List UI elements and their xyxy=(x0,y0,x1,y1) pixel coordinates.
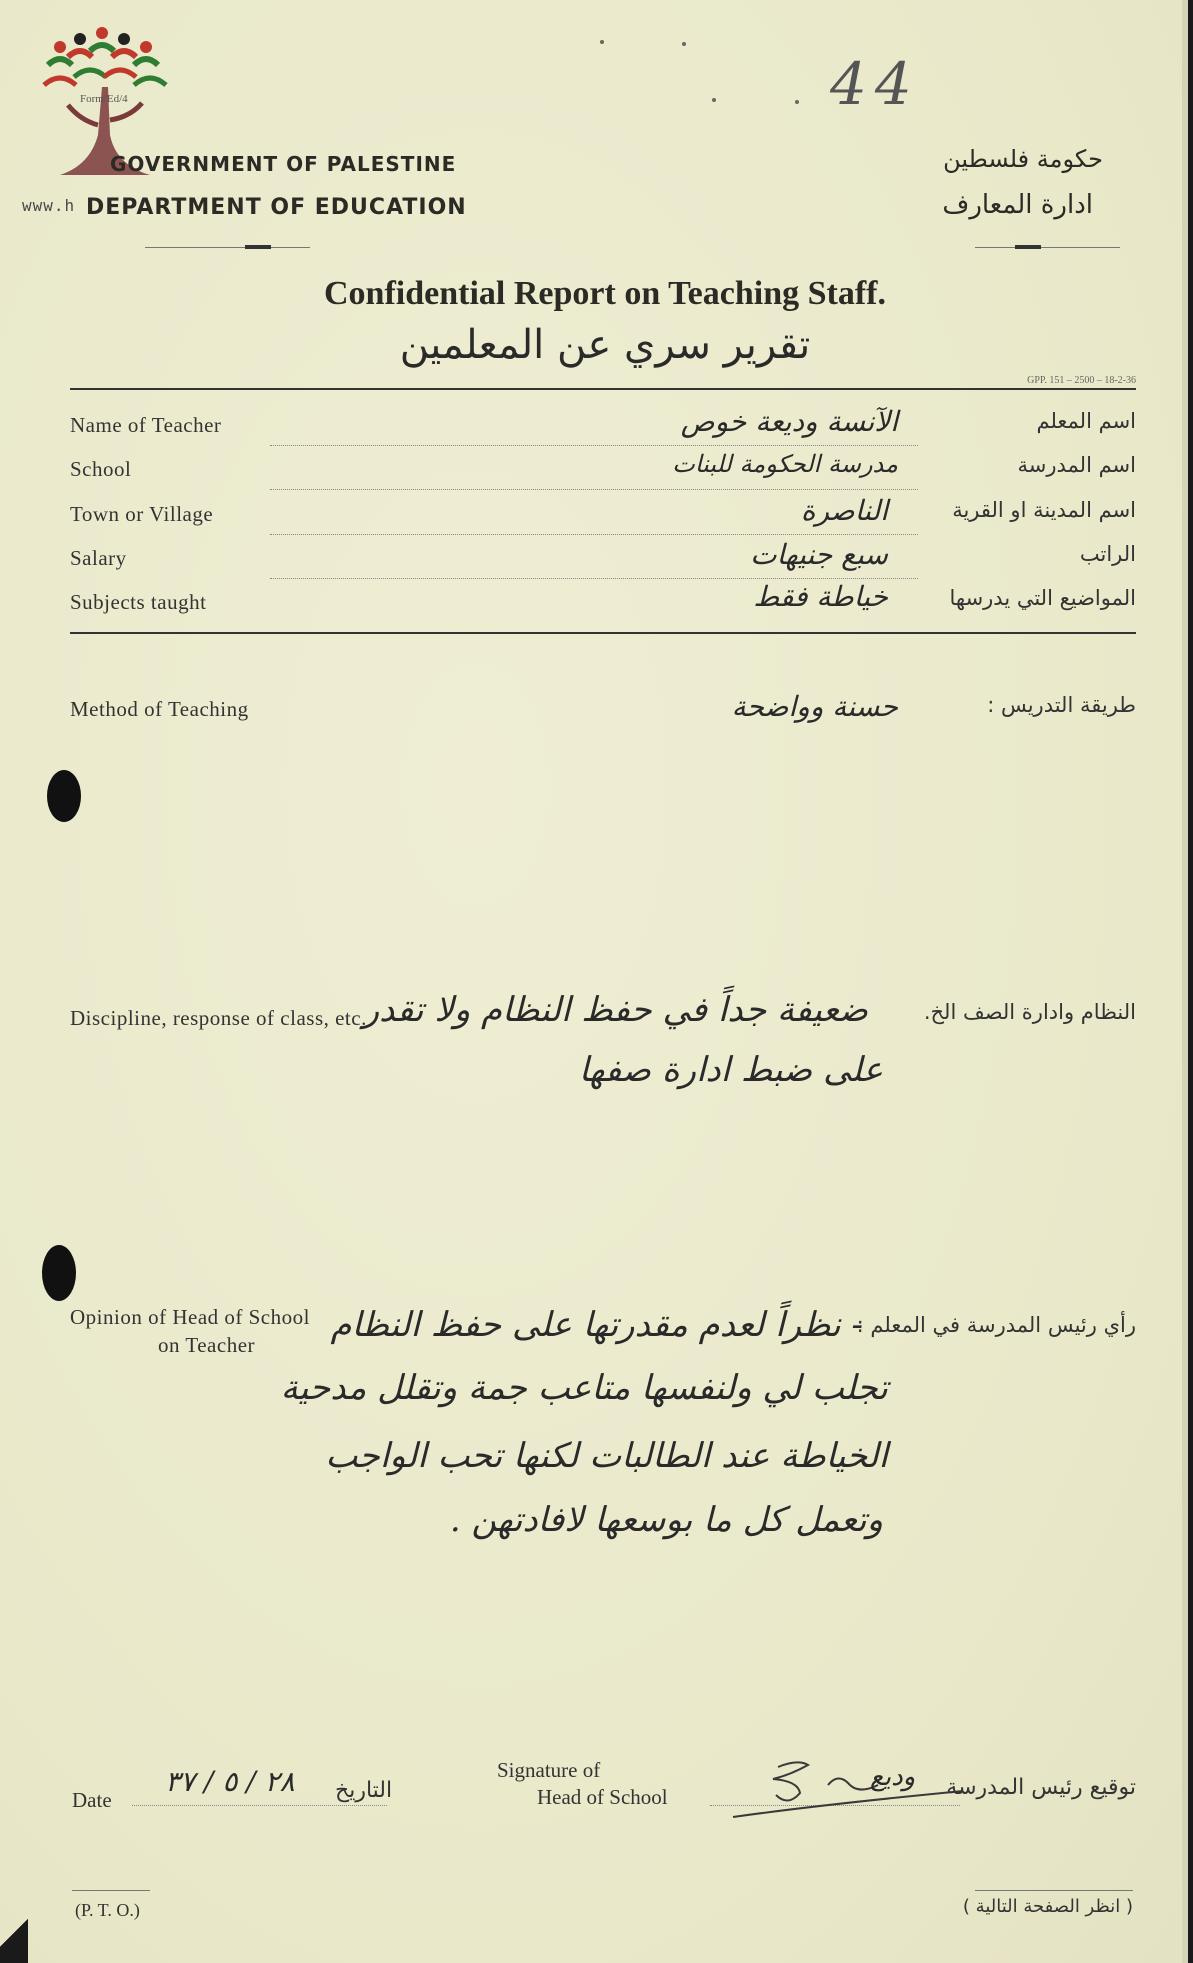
method-label-ar: طريقة التدريس : xyxy=(987,693,1136,717)
discipline-label-en: Discipline, response of class, etc. xyxy=(70,1006,367,1030)
government-en: GOVERNMENT OF PALESTINE xyxy=(110,152,457,176)
method-label-en: Method of Teaching xyxy=(70,697,249,721)
header-rule-left xyxy=(145,247,310,248)
date-label-en: Date xyxy=(72,1788,112,1812)
discipline-line-1: ضعيفة جداً في حفظ النظام ولا تقدر xyxy=(362,990,868,1030)
town-label-en: Town or Village xyxy=(70,502,214,526)
department-ar: ادارة المعارف xyxy=(942,190,1093,220)
opinion-line-3: الخياطة عند الطالبات لكنها تحب الواجب xyxy=(325,1436,888,1476)
opinion-line-4: وتعمل كل ما بوسعها لافادتهن . xyxy=(449,1500,883,1540)
page-number: 44 xyxy=(830,50,920,118)
table-top-rule xyxy=(70,388,1136,390)
opinion-label-en-2: on Teacher xyxy=(158,1333,256,1357)
row-rule xyxy=(270,534,918,535)
pto-rule-left xyxy=(72,1890,150,1891)
watermark-url: www.h xyxy=(22,196,76,215)
opinion-line-2: تجلب لي ولنفسها متاعب جمة وتقلل مدحية xyxy=(280,1368,888,1408)
punch-hole xyxy=(42,1245,76,1301)
pto-ar: ( انظر الصفحة التالية ) xyxy=(962,1896,1133,1917)
signature-label-en-1: Signature of xyxy=(497,1758,601,1782)
speck xyxy=(600,40,604,44)
date-value: ٢٨ / ٥ / ٣٧ xyxy=(165,1765,295,1798)
discipline-line-2: على ضبط ادارة صفها xyxy=(578,1050,883,1090)
signature-mark xyxy=(728,1755,968,1825)
name-label-ar: اسم المعلم xyxy=(1036,409,1136,433)
subjects-value: خياطة فقط xyxy=(753,580,888,613)
subjects-label-ar: المواضيع التي يدرسها xyxy=(949,586,1136,610)
report-title-ar: تقرير سري عن المعلمين xyxy=(399,322,811,368)
header-dash-left xyxy=(245,245,271,249)
subjects-label-en: Subjects taught xyxy=(70,590,207,614)
salary-value: سبع جنيهات xyxy=(750,538,888,571)
header-dash-right xyxy=(1015,245,1041,249)
row-rule xyxy=(270,578,918,579)
name-label-en: Name of Teacher xyxy=(70,413,222,437)
report-title-en: Confidential Report on Teaching Staff. xyxy=(324,275,886,312)
department-en: DEPARTMENT OF EDUCATION xyxy=(86,195,467,220)
page-corner-shadow xyxy=(0,1903,28,1963)
signature-label-en-2: Head of School xyxy=(537,1785,668,1809)
table-bottom-rule xyxy=(70,632,1136,634)
print-code: GPP. 151 – 2500 – 18-2-36 xyxy=(1027,375,1136,386)
row-rule xyxy=(270,489,918,490)
town-label-ar: اسم المدينة او القرية xyxy=(952,498,1136,522)
name-value: الآنسة وديعة خوص xyxy=(680,405,898,438)
speck xyxy=(712,98,716,102)
signature-value: وديع xyxy=(870,1762,916,1792)
form-code: Form/Ed/4 xyxy=(80,93,128,105)
date-label-ar: التاريخ xyxy=(335,1778,393,1803)
row-rule xyxy=(270,445,918,446)
opinion-line-1: - نظراً لعدم مقدرتها على حفظ النظام xyxy=(330,1305,863,1345)
salary-label-ar: الراتب xyxy=(1079,542,1136,566)
government-ar: حكومة فلسطين xyxy=(943,145,1103,173)
signature-label-ar: توقيع رئيس المدرسة xyxy=(946,1775,1136,1800)
pto-en: (P. T. O.) xyxy=(75,1900,140,1920)
opinion-label-ar: رأي رئيس المدرسة في المعلم : xyxy=(856,1313,1136,1337)
school-value: مدرسة الحكومة للبنات xyxy=(672,450,898,478)
punch-hole xyxy=(47,770,81,822)
speck xyxy=(682,42,686,46)
method-value: حسنة وواضحة xyxy=(731,690,898,723)
header-rule-right xyxy=(975,247,1120,248)
opinion-label-en-1: Opinion of Head of School xyxy=(70,1305,310,1329)
date-rule xyxy=(132,1805,387,1806)
salary-label-en: Salary xyxy=(70,546,127,570)
town-value: الناصرة xyxy=(800,494,888,527)
discipline-label-ar: النظام وادارة الصف الخ. xyxy=(923,1000,1136,1024)
pto-rule-right xyxy=(975,1890,1133,1891)
school-label-en: School xyxy=(70,457,132,481)
school-label-ar: اسم المدرسة xyxy=(1017,453,1136,477)
speck xyxy=(795,100,799,104)
